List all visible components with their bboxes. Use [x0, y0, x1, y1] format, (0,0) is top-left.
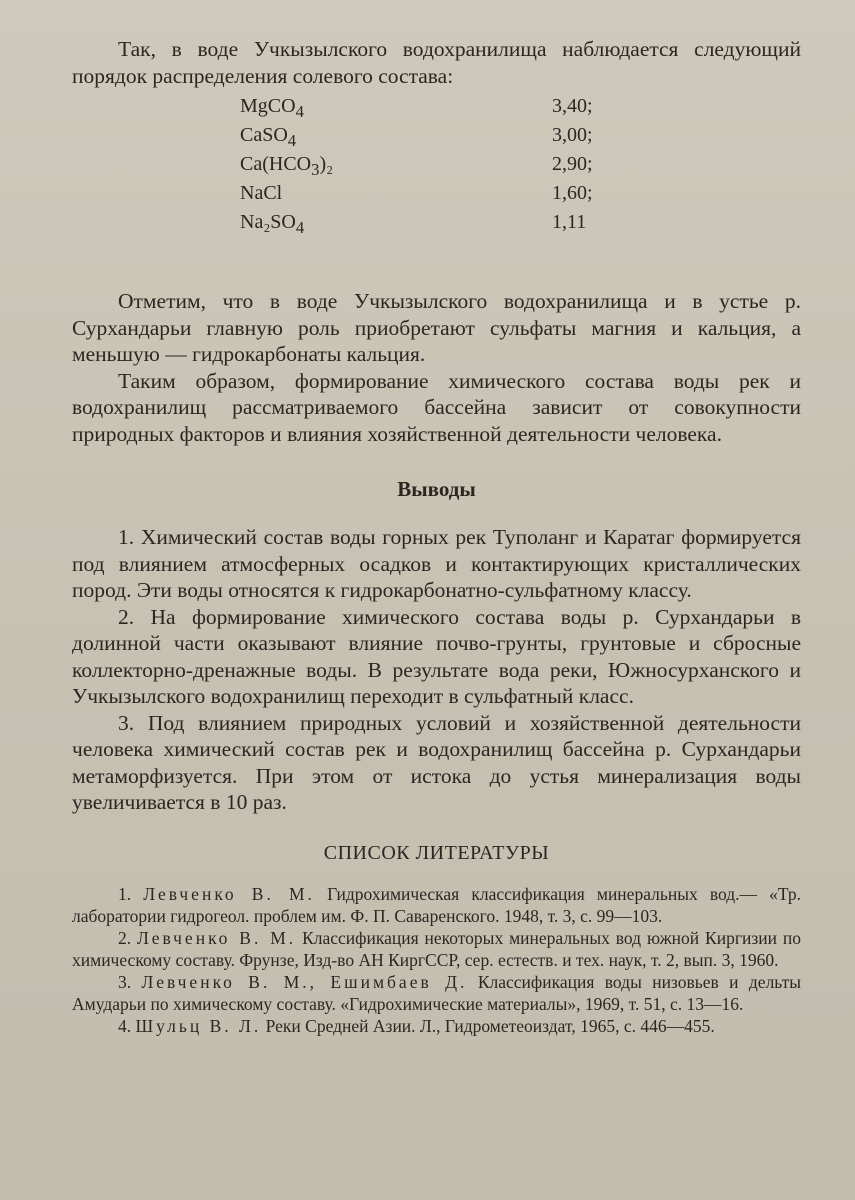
- paragraph-sulfates: Отметим, что в воде Учкызылского водохранилища и в устье р. Сурхандарьи главную роль приобретают сульфаты магния и кальция, а меньшую — гидрокарбонаты кальция.: [72, 289, 801, 366]
- compound-value: 3,00;: [552, 124, 593, 146]
- compound-value: 2,90;: [552, 153, 593, 175]
- reference-author: Шульц В. Л.: [135, 1015, 262, 1036]
- compound-value: 1,11: [552, 211, 587, 233]
- compound-value: 1,60;: [552, 182, 593, 204]
- references-heading: СПИСОК ЛИТЕРАТУРЫ: [323, 841, 550, 864]
- compound-formula: CaSO$_4$: [240, 124, 297, 150]
- compound-formula: $Ca(HCO_3)_2$: [240, 153, 334, 179]
- reference-author: Левченко В. М., Ешимбаев Д.: [141, 971, 468, 992]
- salt-composition-table: [240, 95, 593, 240]
- reference-item: 3. Левченко В. М., Ешимбаев Д. Классификация воды низовьев и дельты Амударьи по химическому составу. «Гидрохимические материалы», 1969, т. 51, с. 13—16.: [72, 971, 802, 1014]
- compound-value: 3,40;: [552, 95, 593, 117]
- reference-item: 4. Шульц В. Л. Реки Средней Азии. Л., Гидрометеоиздат, 1965, с. 446—455.: [118, 1015, 715, 1036]
- reference-item: 2. Левченко В. М. Классификация некоторых минеральных вод южной Киргизии по химическому составу. Фрунзе, Изд-во АН КиргССР, сер. естеств. и тех. наук, т. 2, вып. 3, 1960.: [72, 927, 802, 970]
- intro-paragraph: Так, в воде Учкызылского водохранилища наблюдается следующий порядок распределения солевого состава:: [72, 37, 801, 88]
- conclusion-item: 1. Химический состав воды горных рек Туполанг и Каратаг формируется под влиянием атмосферных осадков и контактирующих кристаллических пород. Эти воды относятся к гидрокарбонатно-сульфатному классу.: [72, 525, 801, 602]
- formula-row: [240, 211, 593, 240]
- conclusions-heading: Выводы: [397, 477, 476, 501]
- compound-formula: $Na_2SO_4$: [240, 211, 305, 237]
- reference-author: Левченко В. М.: [137, 927, 297, 948]
- compound-formula: NaCl: [240, 182, 283, 204]
- compound-formula: MgCO$_4$: [240, 95, 304, 121]
- formula-row: [240, 153, 593, 182]
- formula-row: [240, 95, 593, 124]
- reference-author: Левченко В. М.: [143, 883, 315, 904]
- formula-row: [240, 182, 593, 211]
- formula-row: [240, 124, 593, 153]
- paragraph-summary: Таким образом, формирование химического состава воды рек и водохранилищ рассматриваемого бассейна зависит от совокупности природных факторов и влияния хозяйственной деятельности человека.: [72, 368, 801, 446]
- reference-item: 1. Левченко В. М. Гидрохимическая классификация минеральных вод.— «Тр. лаборатории гидрогеол. проблем им. Ф. П. Саваренского. 1948, т. 3, с. 99—103.: [72, 883, 802, 926]
- conclusion-item: 3. Под влиянием природных условий и хозяйственной деятельности человека химический состав рек и водохранилищ бассейна р. Сурхандарьи метаморфизуется. При этом от истока до устья минерализация воды увеличивается в 10 раз.: [72, 710, 801, 814]
- conclusion-item: 2. На формирование химического состава воды р. Сурхандарьи в долинной части оказывают влияние почво-грунты, грунтовые и сбросные коллекторно-дренажные воды. В результате вода реки, Южносурханского и Учкызылского водохранилищ переходит в сульфатный класс.: [72, 604, 801, 708]
